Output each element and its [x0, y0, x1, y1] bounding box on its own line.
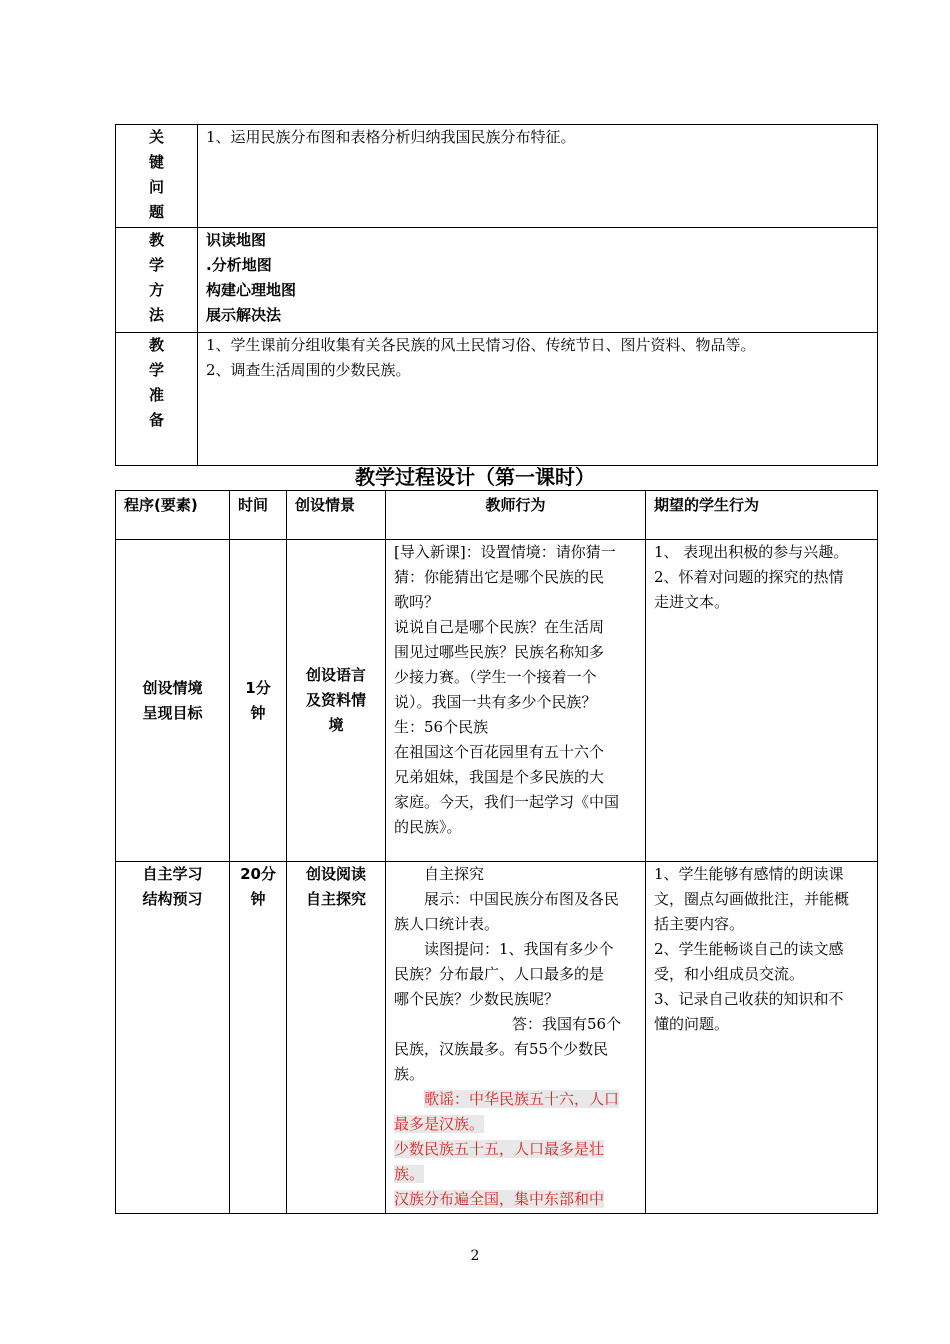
rhyme-line: 族。: [394, 1165, 425, 1183]
page-number: 2: [470, 1248, 480, 1264]
process-design-title: 教学过程设计（第一课时）: [355, 465, 595, 489]
info-line: 1、运用民族分布图和表格分析归纳我国民族分布特征。: [206, 128, 576, 146]
process-row-intro: [116, 540, 878, 862]
situation-cell: 创设阅读 自主探究: [287, 862, 386, 1214]
info-line: 1、学生课前分组收集有关各民族的风土民情习俗、传统节日、图片资料、物品等。: [206, 336, 756, 354]
student-cell: 1、 表现出积极的参与兴趣。 2、怀着对问题的探究的热情 走进文本。: [646, 540, 878, 862]
method-item: 识读地图: [206, 231, 267, 249]
info-content-key-questions: [198, 125, 878, 228]
step-cell: 创设情境 呈现目标: [116, 540, 230, 862]
info-content-preparation: [198, 333, 878, 466]
lesson-info-table: [115, 124, 878, 466]
header-situation: 创设情景: [287, 491, 386, 540]
step-cell: 自主学习 结构预习: [116, 862, 230, 1214]
rhyme-line: 歌谣：中华民族五十六，人口: [424, 1090, 620, 1108]
situation-cell: 创设语言 及资料情 境: [287, 540, 386, 862]
method-item: .分析地图: [206, 256, 272, 274]
method-item: 展示解决法: [206, 306, 282, 324]
rhyme-line: 少数民族五十五，人口最多是壮: [394, 1140, 605, 1158]
header-step: 程序(要素): [116, 491, 230, 540]
teaching-process-table: [115, 490, 878, 1214]
info-row-teaching-methods: [116, 228, 878, 333]
info-label-preparation: 教 学 准 备: [116, 333, 198, 466]
header-student: 期望的学生行为: [646, 491, 878, 540]
info-label-key-questions: 关 键 问 题: [116, 125, 198, 228]
info-content-teaching-methods: [198, 228, 878, 333]
header-time: 时间: [230, 491, 287, 540]
rhyme-line: 最多是汉族。: [394, 1115, 485, 1133]
method-item: 构建心理地图: [206, 281, 297, 299]
process-row-self-study: [116, 862, 878, 1214]
header-teacher: 教师行为: [386, 491, 646, 540]
rhyme-line: 汉族分布遍全国，集中东部和中: [394, 1190, 605, 1208]
info-row-key-questions: [116, 125, 878, 228]
teacher-cell: 自主探究 展示：中国民族分布图及各民 族人口统计表。 读图提问：1、我国有多少个 民族？分布最广、人口最多的是 哪个民族？少数民族呢？ 答：我国有56个 民族，汉族最多。有55个少数民 族。 歌谣：中华民族五十六，人口 最多是汉族。 少数民族五十五，人口最多是壮 族。 汉族分布遍全国，集中东部和中: [386, 862, 646, 1214]
info-row-preparation: [116, 333, 878, 466]
process-header-row: [116, 491, 878, 540]
student-cell: 1、学生能够有感情的朗读课 文，圈点勾画做批注，并能概 括主要内容。 2、学生能畅谈自己的读文感 受，和小组成员交流。 3、记录自己收获的知识和不 懂的问题。: [646, 862, 878, 1214]
info-label-teaching-methods: 教 学 方 法: [116, 228, 198, 333]
teacher-cell: [导入新课]：设置情境：请你猜一 猜：你能猜出它是哪个民族的民 歌吗？ 说说自己是哪个民族？在生活周 围见过哪些民族？民族名称知多 少接力赛。（学生一个接着一个 说）。我国一共有多少个民族？ 生：56个民族 在祖国这个百花园里有五十六个 兄弟姐妹，我国是个多民族的大 家庭。今天，我们一起学习《中国 的民族》。: [386, 540, 646, 862]
time-cell: 20分 钟: [230, 862, 287, 1214]
time-cell: 1分 钟: [230, 540, 287, 862]
info-line: 2、调查生活周围的少数民族。: [206, 361, 411, 379]
